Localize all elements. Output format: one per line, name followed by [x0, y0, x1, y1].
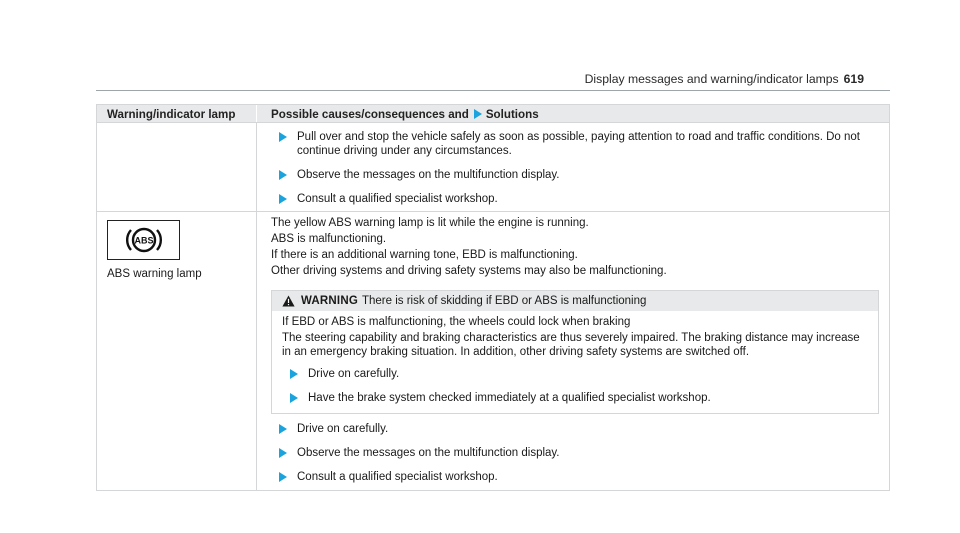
running-head-title: Display messages and warning/indicator lamps [584, 72, 839, 86]
solution-step [271, 422, 879, 436]
warning-triangle-icon [282, 295, 295, 307]
cause-text: ABS is malfunctioning. [271, 233, 387, 245]
solution-step [271, 446, 879, 460]
solution-steps [271, 422, 879, 484]
warning-body [272, 311, 878, 413]
step-arrow-icon [279, 448, 287, 458]
cause-text: Other driving systems and driving safety systems may also be malfunctioning. [271, 265, 667, 277]
abs-symbol-icon [124, 223, 164, 257]
warning-title: WARNING [301, 295, 358, 307]
table-header [97, 105, 889, 122]
causes-cell [257, 212, 889, 490]
header-solutions-label: Solutions [485, 108, 539, 121]
lamp-caption: ABS warning lamp [107, 268, 202, 280]
step-arrow-icon [279, 132, 287, 142]
warning-lamp-table [96, 104, 890, 491]
warning-subtitle: There is risk of skidding if EBD or ABS is malfunctioning [361, 295, 647, 307]
step-text: Drive on carefully. [308, 368, 400, 380]
running-head [585, 72, 864, 86]
warning-step [282, 367, 868, 381]
svg-text:ABS: ABS [133, 235, 154, 246]
warning-box [271, 290, 879, 414]
cause-text: If there is an additional warning tone, EBD is malfunctioning. [271, 249, 578, 261]
step-arrow-icon [279, 170, 287, 180]
table-row [97, 122, 889, 211]
table-row [97, 211, 889, 490]
step-arrow-icon [279, 424, 287, 434]
step-text: Drive on carefully. [297, 423, 389, 435]
solutions-cell [257, 123, 889, 211]
step-arrow-icon [290, 369, 298, 379]
step-text: Consult a qualified specialist workshop. [297, 193, 498, 205]
play-arrow-icon [474, 109, 482, 119]
header-causes-label: Possible causes/consequences and [271, 108, 469, 121]
solution-step [271, 130, 879, 158]
step-text: Observe the messages on the multifunction display. [297, 447, 560, 459]
lamp-cell-empty [97, 123, 257, 211]
step-text: Have the brake system checked immediately at a qualified specialist workshop. [308, 392, 711, 404]
warning-step [282, 391, 868, 405]
step-text: Observe the messages on the multifunction display. [297, 169, 560, 181]
warning-text: If EBD or ABS is malfunctioning, the wheels could lock when braking [282, 316, 631, 328]
warning-text: The steering capability and braking characteristics are thus severely impaired. The braking distance may increase in an emergency braking situation. In addition, other driving safety systems are switched off. [282, 332, 860, 358]
header-lamp: Warning/indicator lamp [97, 105, 257, 122]
cause-text: The yellow ABS warning lamp is lit while the engine is running. [271, 217, 589, 229]
step-text: Pull over and stop the vehicle safely as soon as possible, paying attention to road and traffic conditions. Do not continue driving under any circumstances. [297, 131, 860, 157]
header-causes [257, 105, 889, 122]
solution-step [271, 168, 879, 182]
warning-header [272, 291, 878, 311]
header-rule [96, 90, 890, 91]
step-arrow-icon [279, 472, 287, 482]
step-arrow-icon [290, 393, 298, 403]
page-number: 619 [843, 72, 864, 86]
solution-step [271, 192, 879, 206]
abs-warning-lamp-icon [107, 220, 180, 260]
step-arrow-icon [279, 194, 287, 204]
lamp-cell [97, 212, 257, 490]
solution-step [271, 470, 879, 484]
step-text: Consult a qualified specialist workshop. [297, 471, 498, 483]
